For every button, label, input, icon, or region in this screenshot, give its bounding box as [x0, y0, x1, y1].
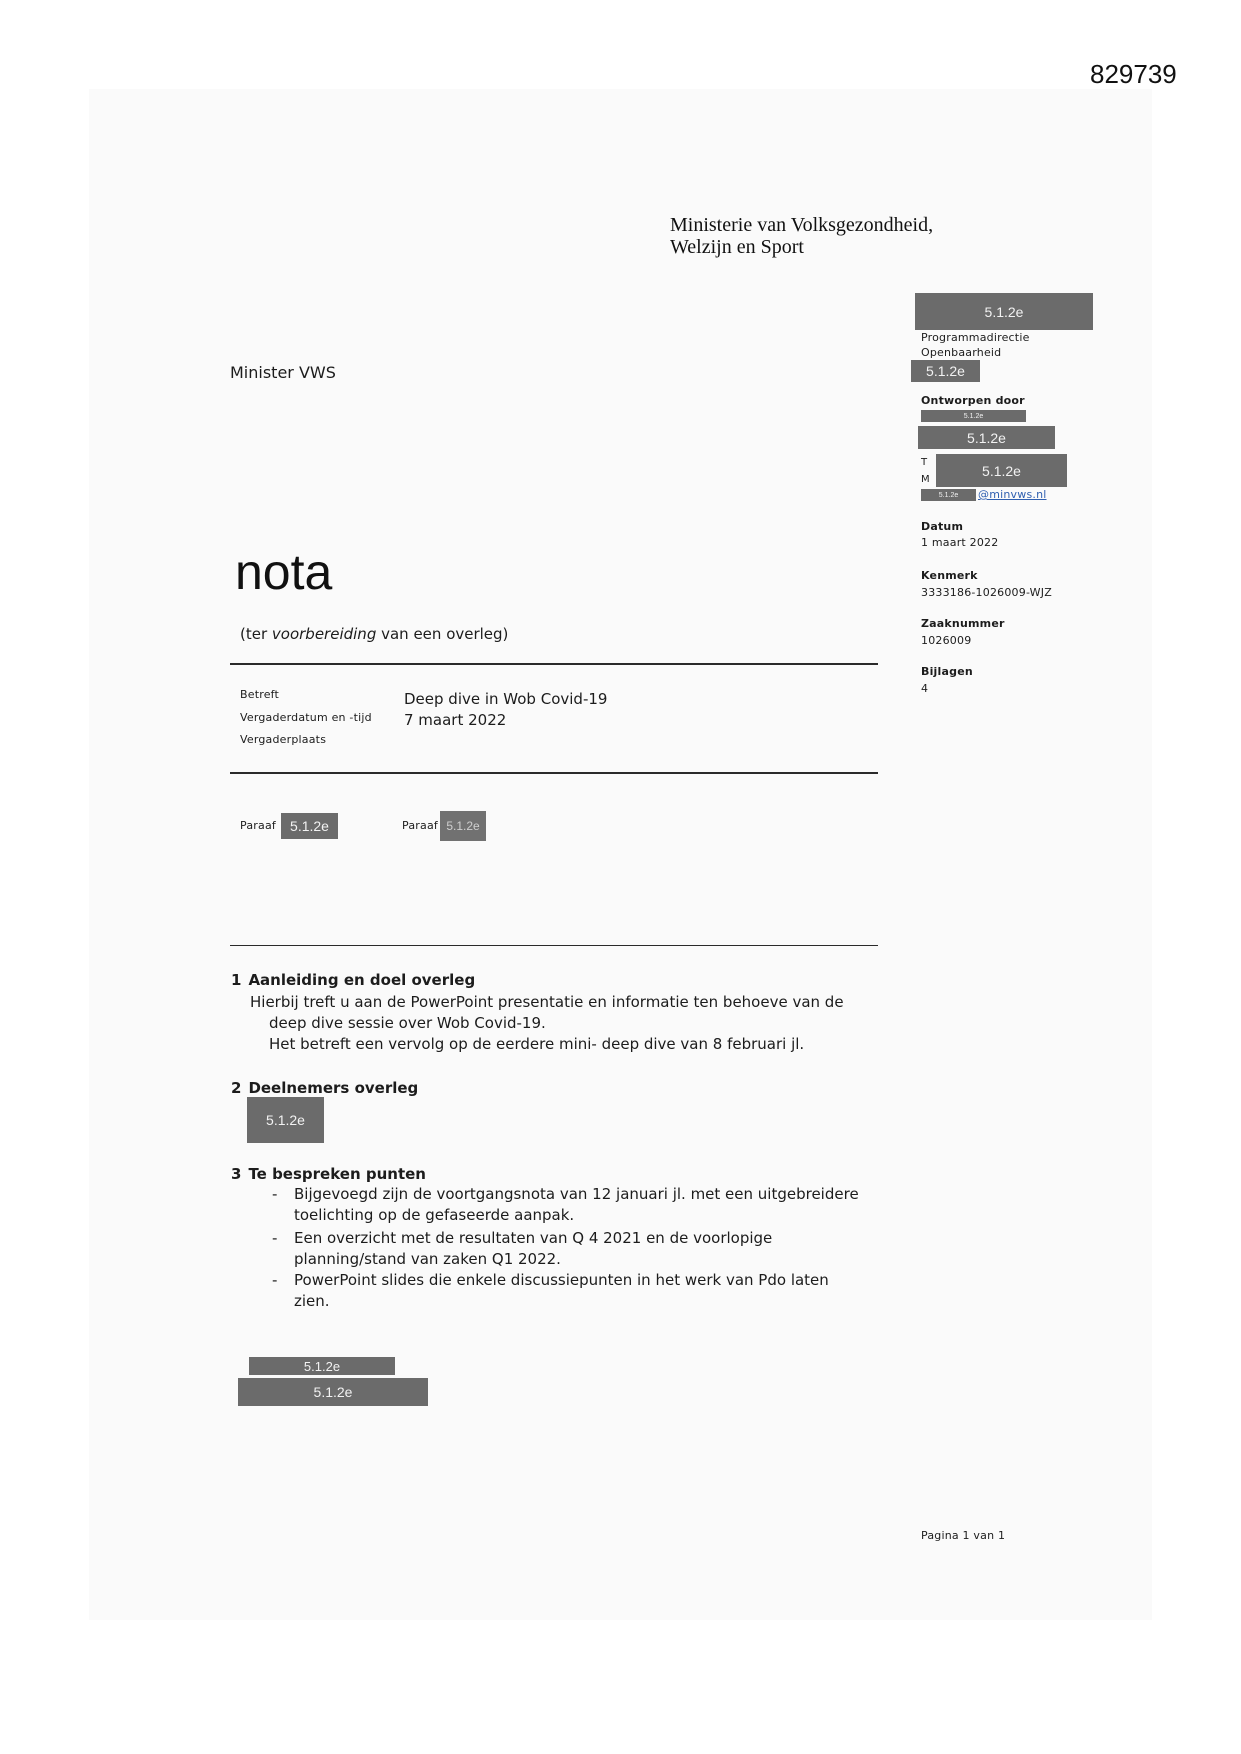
ministry-logo-line-2: Welzijn en Sport — [670, 236, 804, 258]
bullet-line: toelichting op de gefaseerde aanpak. — [294, 1206, 575, 1224]
redaction-box: 5.1.2e — [918, 426, 1055, 449]
section-number: 3 — [231, 1165, 242, 1183]
meeting-subject-label: Betreft — [240, 688, 280, 701]
divider — [230, 663, 878, 665]
document-number: 829739 — [1090, 59, 1177, 89]
paraaf-label: Paraaf — [402, 819, 438, 832]
date-value: 1 maart 2022 — [921, 536, 999, 549]
redaction-box: 5.1.2e — [921, 489, 976, 501]
subtitle-emphasis: voorbereiding — [271, 625, 377, 643]
meeting-place-label: Vergaderplaats — [240, 733, 327, 746]
meeting-datetime-value: 7 maart 2022 — [404, 711, 507, 729]
ministry-logo-line-1: Ministerie van Volksgezondheid, — [670, 214, 934, 236]
redaction-box: 5.1.2e — [440, 811, 486, 841]
bullet-marker: - — [272, 1229, 278, 1247]
redaction-box: 5.1.2e — [281, 813, 338, 839]
redaction-box: 5.1.2e — [915, 293, 1093, 330]
attachments-label: Bijlagen — [921, 665, 973, 678]
section-heading — [231, 1164, 426, 1184]
section-title: Te bespreken punten — [248, 1165, 426, 1183]
bullet-line: planning/stand van zaken Q1 2022. — [294, 1250, 561, 1268]
paragraph-line: Het betreft een vervolg op de eerdere mini- deep dive van 8 februari jl. — [269, 1035, 805, 1053]
subtitle-prefix: (ter — [240, 625, 272, 643]
section-title: Deelnemers overleg — [248, 1079, 419, 1097]
bullet-marker: - — [272, 1185, 278, 1203]
mobile-label: M — [921, 474, 930, 485]
email-link[interactable]: @minvws.nl — [978, 488, 1047, 501]
bullet-line: Een overzicht met de resultaten van Q 4 2021 en de voorlopige — [294, 1229, 773, 1247]
document-subtitle — [240, 624, 508, 644]
department-line: Openbaarheid — [921, 346, 1002, 359]
phone-label: T — [921, 457, 928, 468]
meeting-datetime-label: Vergaderdatum en -tijd — [240, 711, 372, 724]
attachments-value: 4 — [921, 682, 929, 695]
redaction-box: 5.1.2e — [249, 1357, 395, 1375]
section-heading — [231, 1078, 418, 1098]
case-number-label: Zaaknummer — [921, 617, 1005, 630]
redaction-box: 5.1.2e — [921, 410, 1026, 422]
section-number: 1 — [231, 971, 242, 989]
paragraph-line: Hierbij treft u aan de PowerPoint presentatie en informatie ten behoeve van de — [250, 993, 844, 1011]
paraaf-label: Paraaf — [240, 819, 276, 832]
divider — [230, 772, 878, 774]
case-number-value: 1026009 — [921, 634, 972, 647]
bullet-line: PowerPoint slides die enkele discussiepunten in het werk van Pdo laten — [294, 1271, 829, 1289]
meeting-subject-value: Deep dive in Wob Covid-19 — [404, 690, 608, 708]
reference-value: 3333186-1026009-WJZ — [921, 586, 1052, 599]
redaction-box: 5.1.2e — [911, 360, 980, 382]
redaction-box: 5.1.2e — [238, 1378, 428, 1406]
bullet-marker: - — [272, 1271, 278, 1289]
subtitle-suffix: van een overleg) — [376, 625, 509, 643]
page-number: Pagina 1 van 1 — [921, 1529, 1006, 1542]
section-number: 2 — [231, 1079, 242, 1097]
section-title: Aanleiding en doel overleg — [248, 971, 476, 989]
document-type-title: nota — [235, 544, 333, 600]
redaction-box: 5.1.2e — [936, 454, 1067, 487]
designed-by-label: Ontworpen door — [921, 394, 1025, 407]
section-heading — [231, 970, 475, 990]
paragraph-line: deep dive sessie over Wob Covid-19. — [269, 1014, 546, 1032]
reference-label: Kenmerk — [921, 569, 978, 582]
bullet-line: Bijgevoegd zijn de voortgangsnota van 12 januari jl. met een uitgebreidere — [294, 1185, 859, 1203]
addressee: Minister VWS — [230, 363, 336, 382]
divider — [230, 945, 878, 946]
bullet-line: zien. — [294, 1292, 330, 1310]
redaction-box: 5.1.2e — [247, 1097, 324, 1143]
date-label: Datum — [921, 520, 964, 533]
department-line: Programmadirectie — [921, 331, 1030, 344]
